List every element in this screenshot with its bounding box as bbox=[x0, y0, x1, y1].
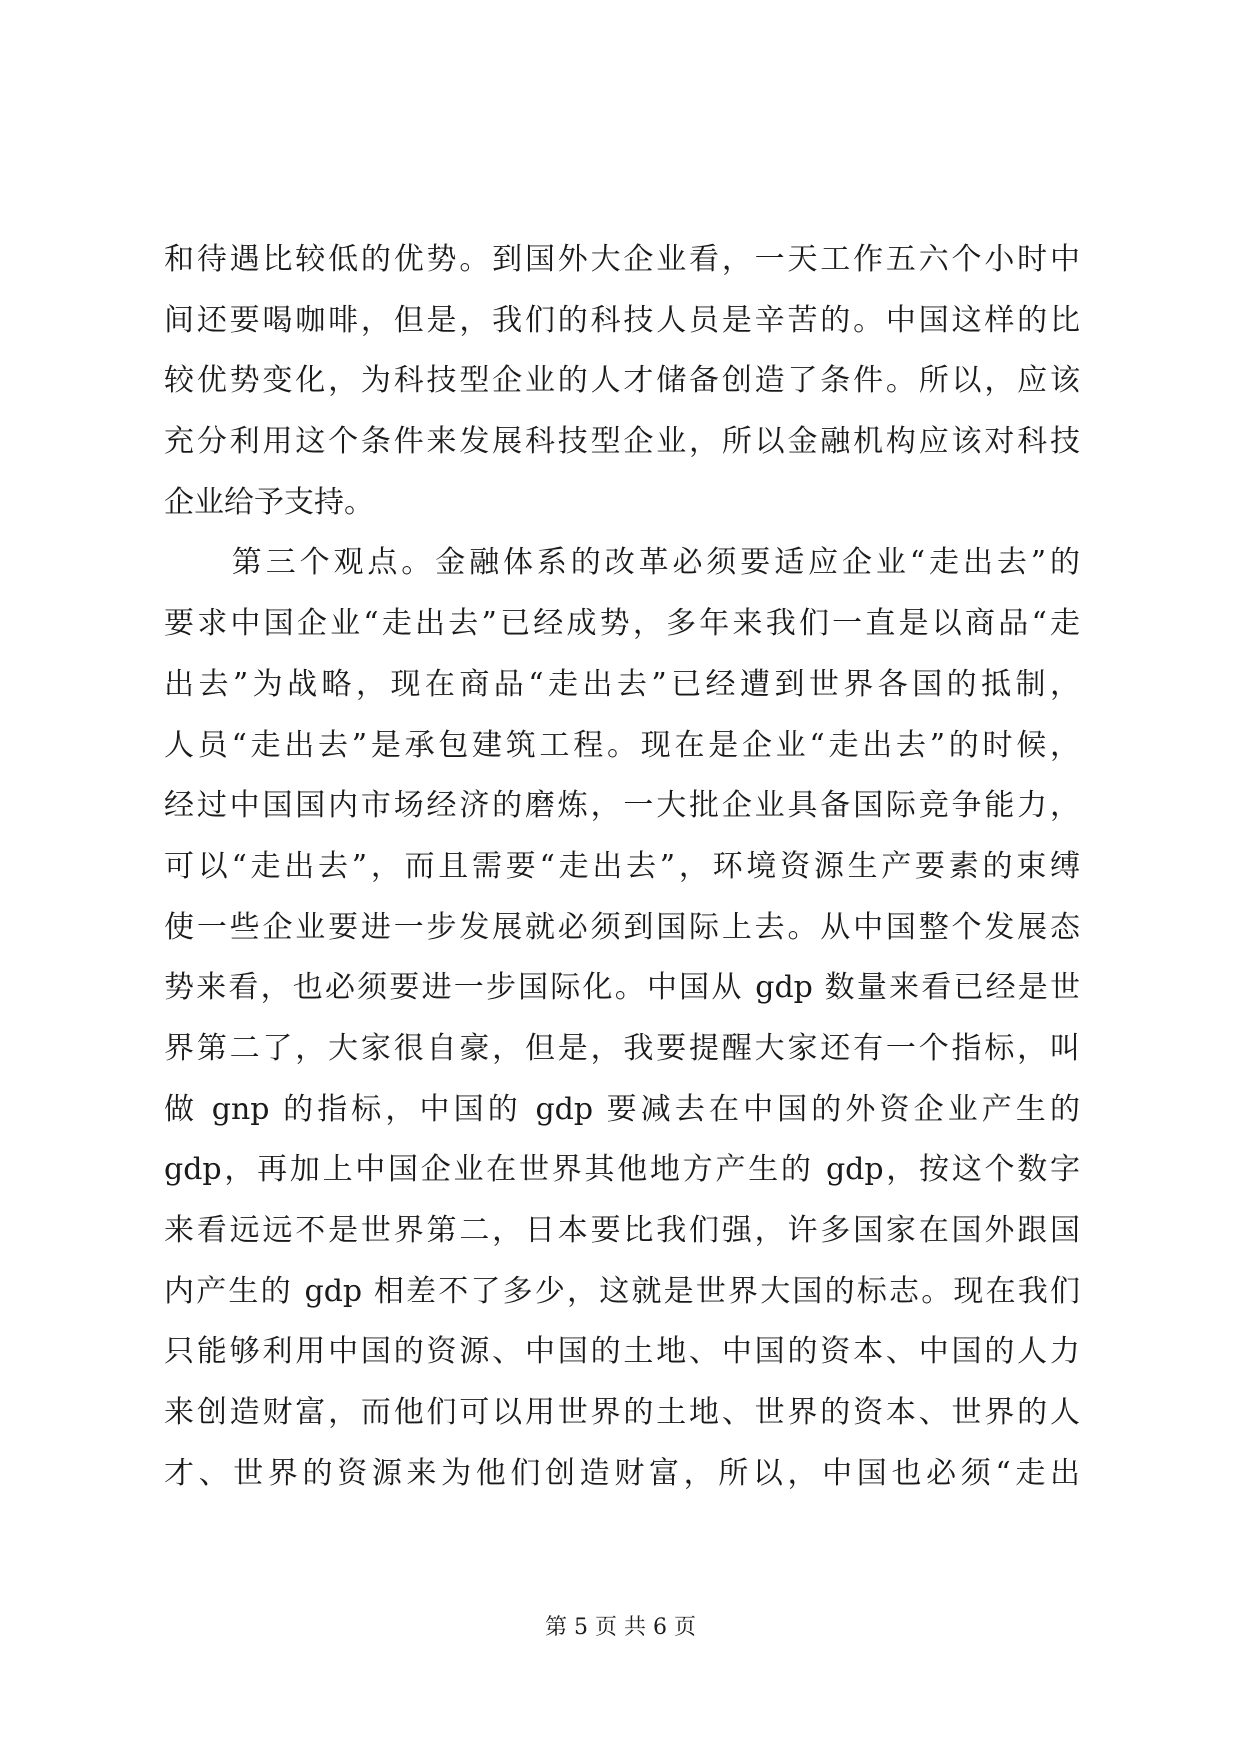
text-line: 使一些企业要进一步发展就必须到国际上去。从中国整个发展态 bbox=[164, 909, 1080, 945]
text-line: 才、世界的资源来为他们创造财富，所以，中国也必须“走出 bbox=[164, 1455, 1080, 1491]
text-line: 和待遇比较低的优势。到国外大企业看，一天工作五六个小时中 bbox=[164, 242, 1080, 277]
text-line: 来创造财富，而他们可以用世界的土地、世界的资本、世界的人 bbox=[164, 1395, 1080, 1431]
text-line: 做 gnp 的指标，中国的 gdp 要减去在中国的外资企业产生的 bbox=[164, 1091, 1080, 1127]
text-line: 经过中国国内市场经济的磨炼，一大批企业具备国际竞争能力， bbox=[164, 788, 1080, 824]
text-line: 第三个观点。金融体系的改革必须要适应企业“走出去”的 bbox=[164, 545, 1080, 581]
text-line: 可以“走出去”，而且需要“走出去”，环境资源生产要素的束缚 bbox=[164, 848, 1080, 884]
text-line: 只能够利用中国的资源、中国的土地、中国的资本、中国的人力 bbox=[164, 1334, 1080, 1370]
text-line: 内产生的 gdp 相差不了多少，这就是世界大国的标志。现在我们 bbox=[164, 1273, 1080, 1309]
text-line: gdp，再加上中国企业在世界其他地方产生的 gdp，按这个数字 bbox=[164, 1152, 1080, 1188]
text-line: 来看远远不是世界第二，日本要比我们强，许多国家在国外跟国 bbox=[164, 1213, 1080, 1248]
text-line: 较优势变化，为科技型企业的人才储备创造了条件。所以，应该 bbox=[164, 363, 1080, 399]
page-number: 第 5 页 共 6 页 bbox=[545, 1615, 696, 1640]
text-line: 充分利用这个条件来发展科技型企业，所以金融机构应该对科技 bbox=[164, 424, 1080, 460]
text-line: 企业给予支持。 bbox=[164, 484, 374, 520]
text-line: 人员“走出去”是承包建筑工程。现在是企业“走出去”的时候， bbox=[164, 727, 1080, 763]
body-text bbox=[164, 230, 1080, 1504]
text-line: 界第二了，大家很自豪，但是，我要提醒大家还有一个指标，叫 bbox=[164, 1030, 1080, 1066]
text-line: 出去”为战略，现在商品“走出去”已经遭到世界各国的抵制， bbox=[164, 666, 1080, 702]
text-line: 要求中国企业“走出去”已经成势，多年来我们一直是以商品“走 bbox=[164, 606, 1080, 642]
text-line: 势来看，也必须要进一步国际化。中国从 gdp 数量来看已经是世 bbox=[164, 970, 1080, 1006]
text-line: 间还要喝咖啡，但是，我们的科技人员是辛苦的。中国这样的比 bbox=[164, 302, 1080, 338]
